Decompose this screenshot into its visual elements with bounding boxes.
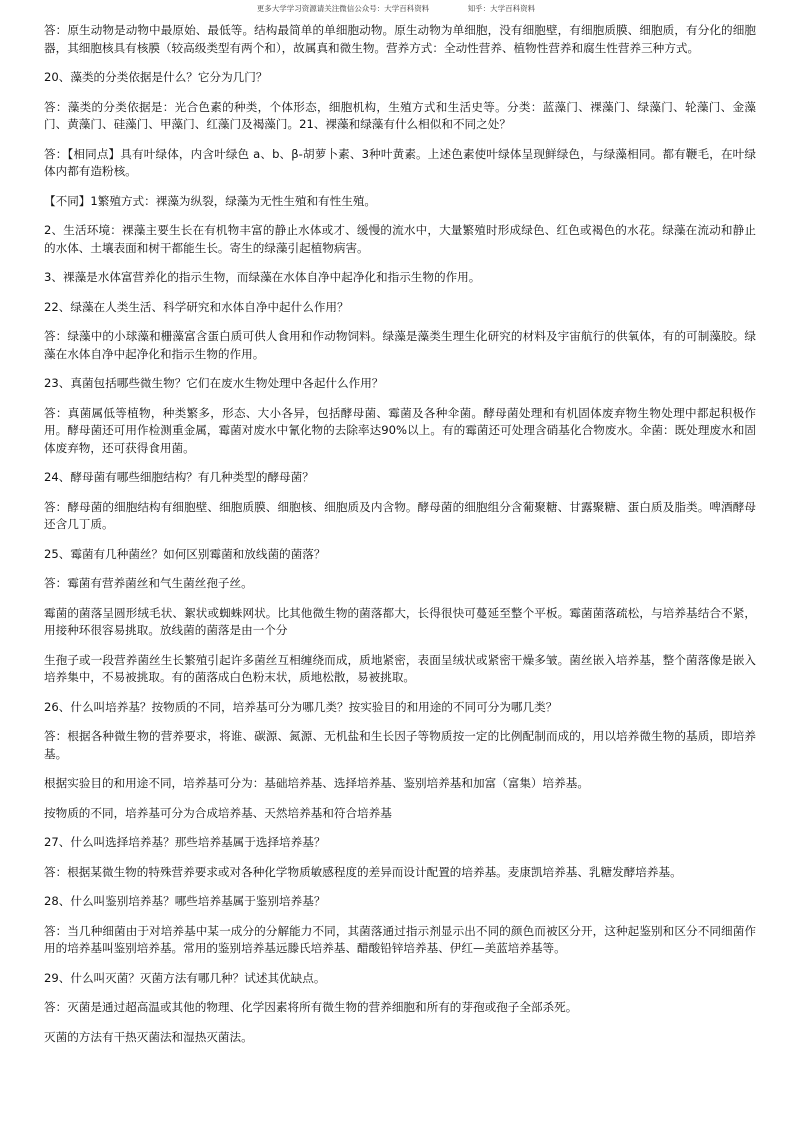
answer-21-similarities: 答：【相同点】具有叶绿体，内含叶绿色 a、b、β-胡萝卜素、3种叶黄素。上述色素使叶绿体呈现鲜绿色，与绿藻相同。都有鞭毛，在叶绿体内都有造粉核。: [44, 146, 756, 178]
answer-19: 答：原生动物是动物中最原始、最低等。结构最简单的单细胞动物。原生动物为单细胞，没有细胞壁，有细胞质膜、细胞质，有分化的细胞器，其细胞核具有核膜（较高级类型有两个和），故属真和微生物。营养方式：全动性营养、植物性营养和腐生性营养三种方式。: [44, 23, 756, 55]
question-20: 20、藻类的分类依据是什么？它分为几门？: [44, 70, 268, 84]
answer-21-difference-3: 3、裸藻是水体富营养化的指示生物，而绿藻在水体自净中起净化和指示生物的作用。: [44, 270, 481, 284]
page-header: [0, 3, 792, 14]
document-body: [44, 22, 756, 1058]
answer-23: 答：真菌属低等植物，种类繁多，形态、大小各异，包括酵母菌、霉菌及各种伞菌。酵母菌处理和有机固体废弃物生物处理中都起积极作用。酵母菌还可用作检测重金属，霉菌对废水中氰化物的去除率达90%以上。有的霉菌还可处理含硝基化合物废水。伞菌：既处理废水和固体废弃物，还可获得食用菌。: [44, 405, 756, 455]
header-wechat-notice: 更多大学学习资源请关注微信公众号：大学百科资料: [256, 4, 430, 13]
question-24: 24、酵母菌有哪些细胞结构？有几种类型的酵母菌？: [44, 470, 314, 484]
answer-28: 答：当几种细菌由于对培养基中某一成分的分解能力不同，其菌落通过指示剂显示出不同的颜色而被区分开，这种起鉴别和区分不同细菌作用的培养基叫鉴别培养基。常用的鉴别培养基远滕氏培养基、醋酸铅锌培养基、伊红—美蓝培养基等。: [44, 923, 756, 955]
answer-26-definition: 答：根据各种微生物的营养要求，将谁、碳源、氮源、无机盐和生长因子等物质按一定的比例配制而成的，用以培养微生物的基质，即培养基。: [44, 729, 756, 761]
answer-26-by-purpose: 根据实验目的和用途不同，培养基可分为：基础培养基、选择培养基、鉴别培养基和加富（富集）培养基。: [44, 776, 589, 790]
answer-29-definition: 答：灭菌是通过超高温或其他的物理、化学因素将所有微生物的营养细胞和所有的芽孢或孢子全部杀死。: [44, 1000, 578, 1014]
answer-20: 答：藻类的分类依据是：光合色素的种类，个体形态，细胞机构，生殖方式和生活史等。分类：蓝藻门、裸藻门、绿藻门、轮藻门、金藻门、黄藻门、硅藻门、甲藻门、红藻门及褐藻门。21、裸藻和绿藻有什么相似和不同之处？: [44, 99, 756, 131]
header-zhihu-notice: 知乎：大学百科资料: [467, 4, 536, 13]
question-27: 27、什么叫选择培养基？那些培养基属于选择培养基？: [44, 835, 326, 849]
question-26: 26、什么叫培养基？按物质的不同，培养基可分为哪几类？按实验目的和用途的不同可分为哪几类？: [44, 699, 558, 714]
answer-25-actinomycete-colony: 生孢子或一段营养菌丝生长繁殖引起许多菌丝互相缠绕而成，质地紧密，表面呈绒状或紧密干燥多皱。菌丝嵌入培养基，整个菌落像是嵌入培养集中，不易被挑取。有的菌落成白色粉末状，质地松散，易被挑取。: [44, 652, 756, 684]
answer-21-difference-1: 【不同】1繁殖方式：裸藻为纵裂，绿藻为无性生殖和有性生殖。: [44, 193, 377, 208]
question-28: 28、什么叫鉴别培养基？哪些培养基属于鉴别培养基？: [44, 894, 326, 908]
answer-27: 答：根据某微生物的特殊营养要求或对各种化学物质敏感程度的差异而设计配置的培养基。麦康凯培养基、乳糖发酵培养基。: [44, 864, 682, 879]
answer-24: 答：酵母菌的细胞结构有细胞壁、细胞质膜、细胞核、细胞质及内含物。酵母菌的细胞组分含葡聚糖、甘露聚糖、蛋白质及脂类。啤酒酵母还含几丁质。: [44, 499, 756, 531]
answer-25-hyphae: 答：霉菌有营养菌丝和气生菌丝孢子丝。: [44, 576, 253, 590]
answer-25-mold-colony: 霉菌的菌落呈圆形绒毛状、絮状或蜘蛛网状。比其他微生物的菌落都大，长得很快可蔓延至整个平板。霉菌菌落疏松，与培养基结合不紧，用接种环很容易挑取。放线菌的菌落是由一个分: [44, 605, 756, 637]
answer-29-methods: 灭菌的方法有干热灭菌法和湿热灭菌法。: [44, 1029, 253, 1044]
answer-22: 答：绿藻中的小球藻和栅藻富含蛋白质可供人食用和作动物饲料。绿藻是藻类生理生化研究的材料及宇宙航行的供氧体，有的可制藻胶。绿藻在水体自净中起净化和指示生物的作用。: [44, 329, 756, 361]
question-29: 29、什么叫灭菌？灭菌方法有哪几种？试述其优缺点。: [44, 970, 326, 985]
question-25: 25、霉菌有几种菌丝？如何区别霉菌和放线菌的菌落？: [44, 546, 326, 561]
answer-21-difference-2: 2、生活环境：裸藻主要生长在有机物丰富的静止水体或才、缓慢的流水中，大量繁殖时形成绿色、红色或褐色的水花。绿藻在流动和静止的水体、土壤表面和树干都能生长。寄生的绿藻引起植物病害。: [44, 223, 756, 255]
question-22: 22、绿藻在人类生活、科学研究和水体自净中起什么作用？: [44, 299, 349, 314]
answer-26-by-substance: 按物质的不同，培养基可分为合成培养基、天然培养基和符合培养基: [44, 805, 392, 820]
question-23: 23、真菌包括哪些微生物？它们在废水生物处理中各起什么作用？: [44, 376, 384, 390]
